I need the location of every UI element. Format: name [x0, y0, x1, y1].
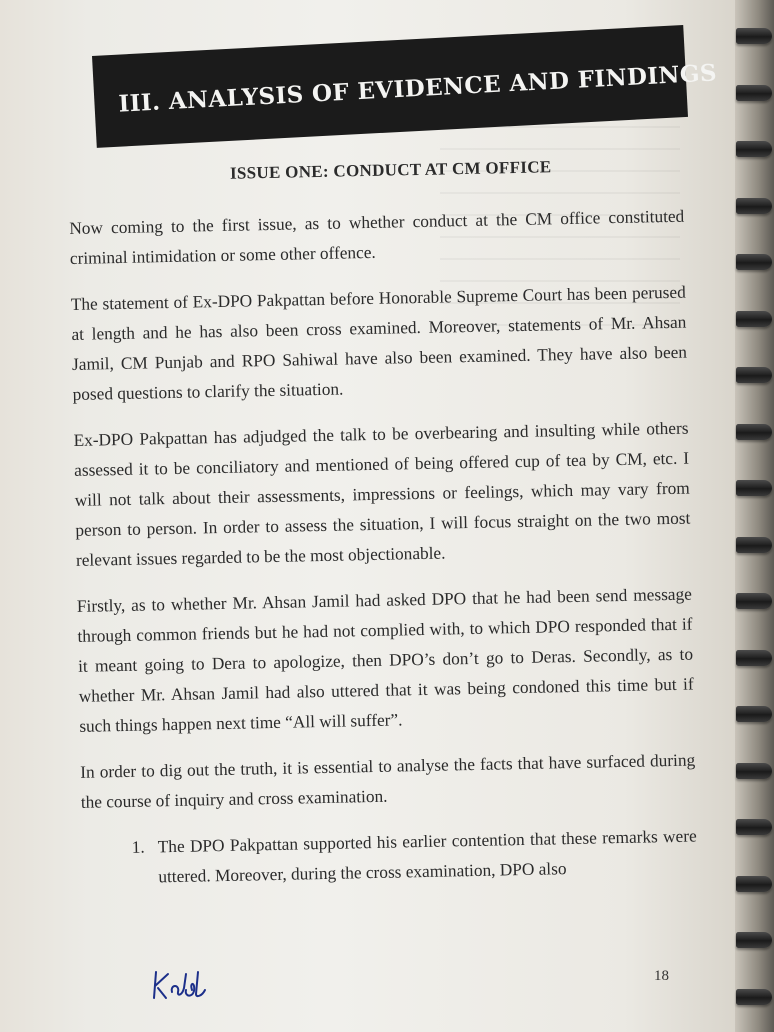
binding-coil [736, 28, 772, 44]
binding-coil [736, 198, 772, 214]
list-number: 1. [131, 837, 145, 857]
handwritten-signature [150, 962, 220, 1006]
binding-coil [736, 706, 772, 722]
issue-heading: ISSUE ONE: CONDUCT AT CM OFFICE [229, 157, 552, 183]
binding-coil [736, 650, 772, 666]
list-item [131, 822, 697, 893]
list-text: The DPO Pakpattan supported his earlier contention that these remarks were uttered. Moreover, during the cross examination, DPO also [157, 826, 697, 887]
section-title: III. ANALYSIS OF EVIDENCE AND FINDINGS [117, 59, 718, 118]
paragraph: In order to dig out the truth, it is essential to analyse the facts that have surfaced during the course of inquiry and cross examination. [80, 750, 696, 812]
binding-coil [736, 311, 772, 327]
page-number: 18 [654, 968, 669, 984]
binding-coil [736, 85, 772, 101]
paragraph: Ex-DPO Pakpattan has adjudged the talk to be overbearing and insulting while others assessed it to be conciliatory and mentioned of being offered cup of tea by CM, etc. I will not talk about their assessments, impressions or feelings, which may vary from person to person. In order to assess the situation, I will focus straight on the two most relevant issues regarded to be the most objectionable. [73, 418, 691, 570]
binding-coil [736, 537, 772, 553]
binding-coil [736, 819, 772, 835]
binding-coil [736, 141, 772, 157]
body-text [68, 150, 698, 894]
paragraph: Now coming to the first issue, as to whether conduct at the CM office constituted criminal intimidation or some other offence. [69, 206, 685, 268]
binding-coil [736, 593, 772, 609]
binding-coil [736, 367, 772, 383]
binding-coil [736, 480, 772, 496]
binding-coil [736, 254, 772, 270]
binding-coil [736, 876, 772, 892]
binding-coil [736, 932, 772, 948]
binding-coil [736, 763, 772, 779]
paragraph: The statement of Ex-DPO Pakpattan before Honorable Supreme Court has been perused at length and he has also been cross examined. Moreover, statements of Mr. Ahsan Jamil, CM Punjab and RPO Sahiwal have also been examined. They have also been posed questions to clarify the situation. [70, 282, 688, 404]
paragraph: Firstly, as to whether Mr. Ahsan Jamil had asked DPO that he had been send message through common friends but he had not complied with, to which DPO responded that if it meant going to Dera to apologize, then DPO’s don’t go to Deras. Secondly, as to whether Mr. Ahsan Jamil had also uttered that it was being condoned this time but if such things happen next time “All will suffer”. [76, 584, 694, 736]
binding-coil [736, 989, 772, 1005]
binding-coil [736, 424, 772, 440]
